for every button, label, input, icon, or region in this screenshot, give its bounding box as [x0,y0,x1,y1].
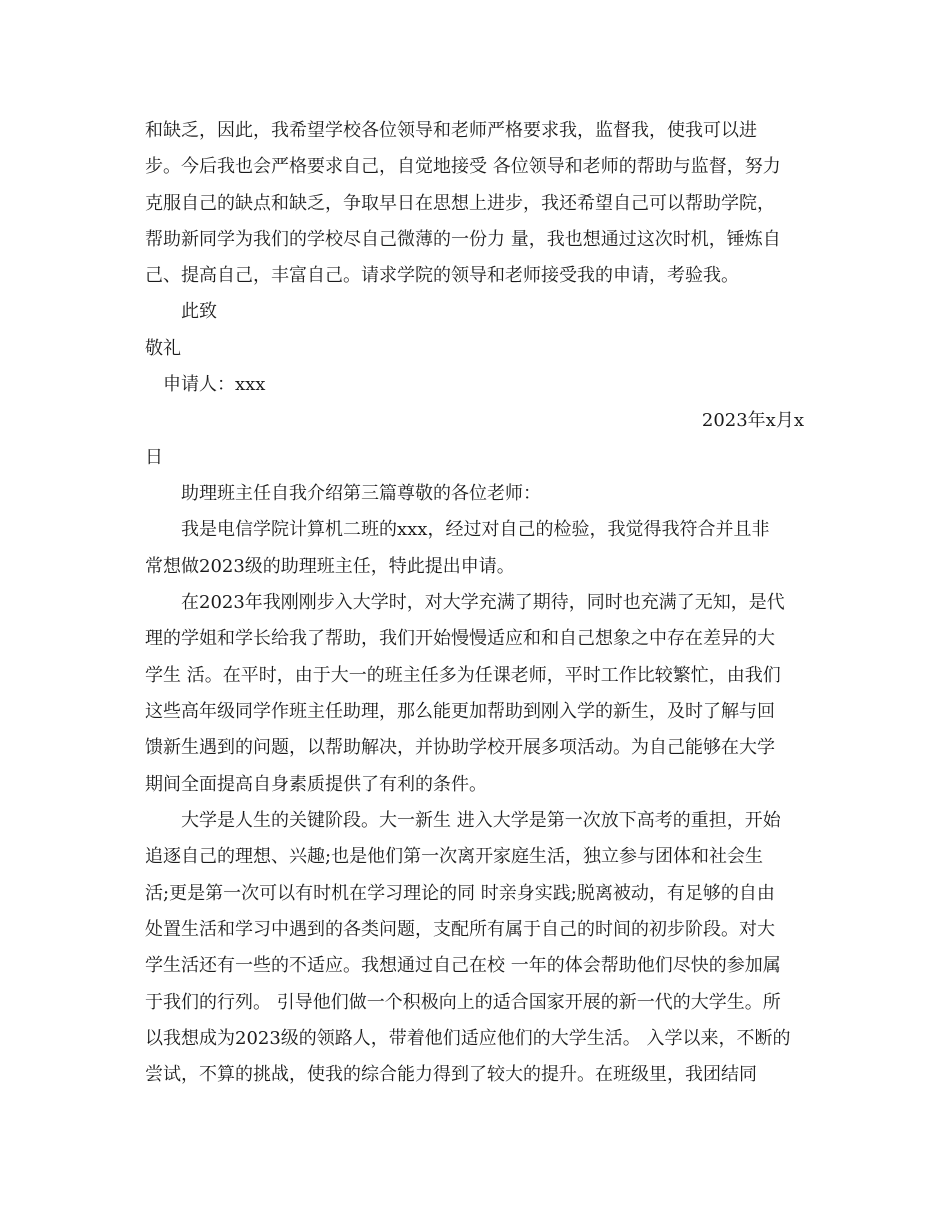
text-line: 期间全面提高自身素质提供了有利的条件。 [145,774,487,795]
text-line: 于我们的行列。 引导他们做一个积极向上的适合国家开展的新一代的大学生。所 [145,992,781,1013]
text-line: 克服自己的缺点和缺乏，争取早日在思想上进步，我还希望自己可以帮助学院， [145,193,775,214]
closing-regards: 敬礼 [145,338,181,359]
text-line: 我是电信学院计算机二班的xxx，经过对自己的检验，我觉得我符合并且非 [145,519,770,540]
text-line: 馈新生遇到的问题，以帮助解决，并协助学校开展多项活动。为自己能够在大学 [145,737,775,758]
date-line: 2023年x月x [701,410,804,431]
section-heading: 助理班主任自我介绍第三篇尊敬的各位老师： [145,483,541,504]
text-line: 常想做2023级的助理班主任，特此提出申请。 [145,556,515,577]
applicant-signature: 申请人：xxx [145,374,266,395]
text-line: 大学是人生的关键阶段。大一新生 进入大学是第一次放下高考的重担，开始 [145,810,781,831]
text-line: 己、提高自己，丰富自己。请求学院的领导和老师接受我的申请，考验我。 [145,265,739,286]
text-line: 处置生活和学习中遇到的各类问题，支配所有属于自己的时间的初步阶段。对大 [145,919,775,940]
text-line: 以我想成为2023级的领路人，带着他们适应他们的大学生活。 入学以来，不断的 [145,1028,791,1049]
closing-salutation: 此致 [145,301,217,322]
date-line-continued: 日 [145,447,163,468]
text-line: 尝试，不算的挑战，使我的综合能力得到了较大的提升。在班级里，我团结同 [145,1064,757,1085]
text-line: 理的学姐和学长给我了帮助，我们开始慢慢适应和和自己想象之中存在差异的大 [145,628,775,649]
text-line: 学生活还有一些的不适应。我想通过自己在校 一年的体会帮助他们尽快的参加属 [145,955,781,976]
text-line: 这些高年级同学作班主任助理，那么能更加帮助到刚入学的新生，及时了解与回 [145,701,775,722]
text-line: 追逐自己的理想、兴趣;也是他们第一次离开家庭生活，独立参与团体和社会生 [145,846,764,867]
text-line: 步。今后我也会严格要求自己，自觉地接受 各位领导和老师的帮助与监督，努力 [145,156,781,177]
text-line: 活;更是第一次可以有时机在学习理论的同 时亲身实践;脱离被动，有足够的自由 [145,883,775,904]
text-line: 学生 活。在平时，由于大一的班主任多为任课老师，平时工作比较繁忙，由我们 [145,665,781,686]
text-line: 和缺乏，因此，我希望学校各位领导和老师严格要求我，监督我，使我可以进 [145,120,757,141]
text-line: 在2023年我刚刚步入大学时，对大学充满了期待，同时也充满了无知，是代 [145,592,785,613]
text-line: 帮助新同学为我们的学校尽自己微薄的一份力 量，我也想通过这次时机，锤炼自 [145,229,781,250]
